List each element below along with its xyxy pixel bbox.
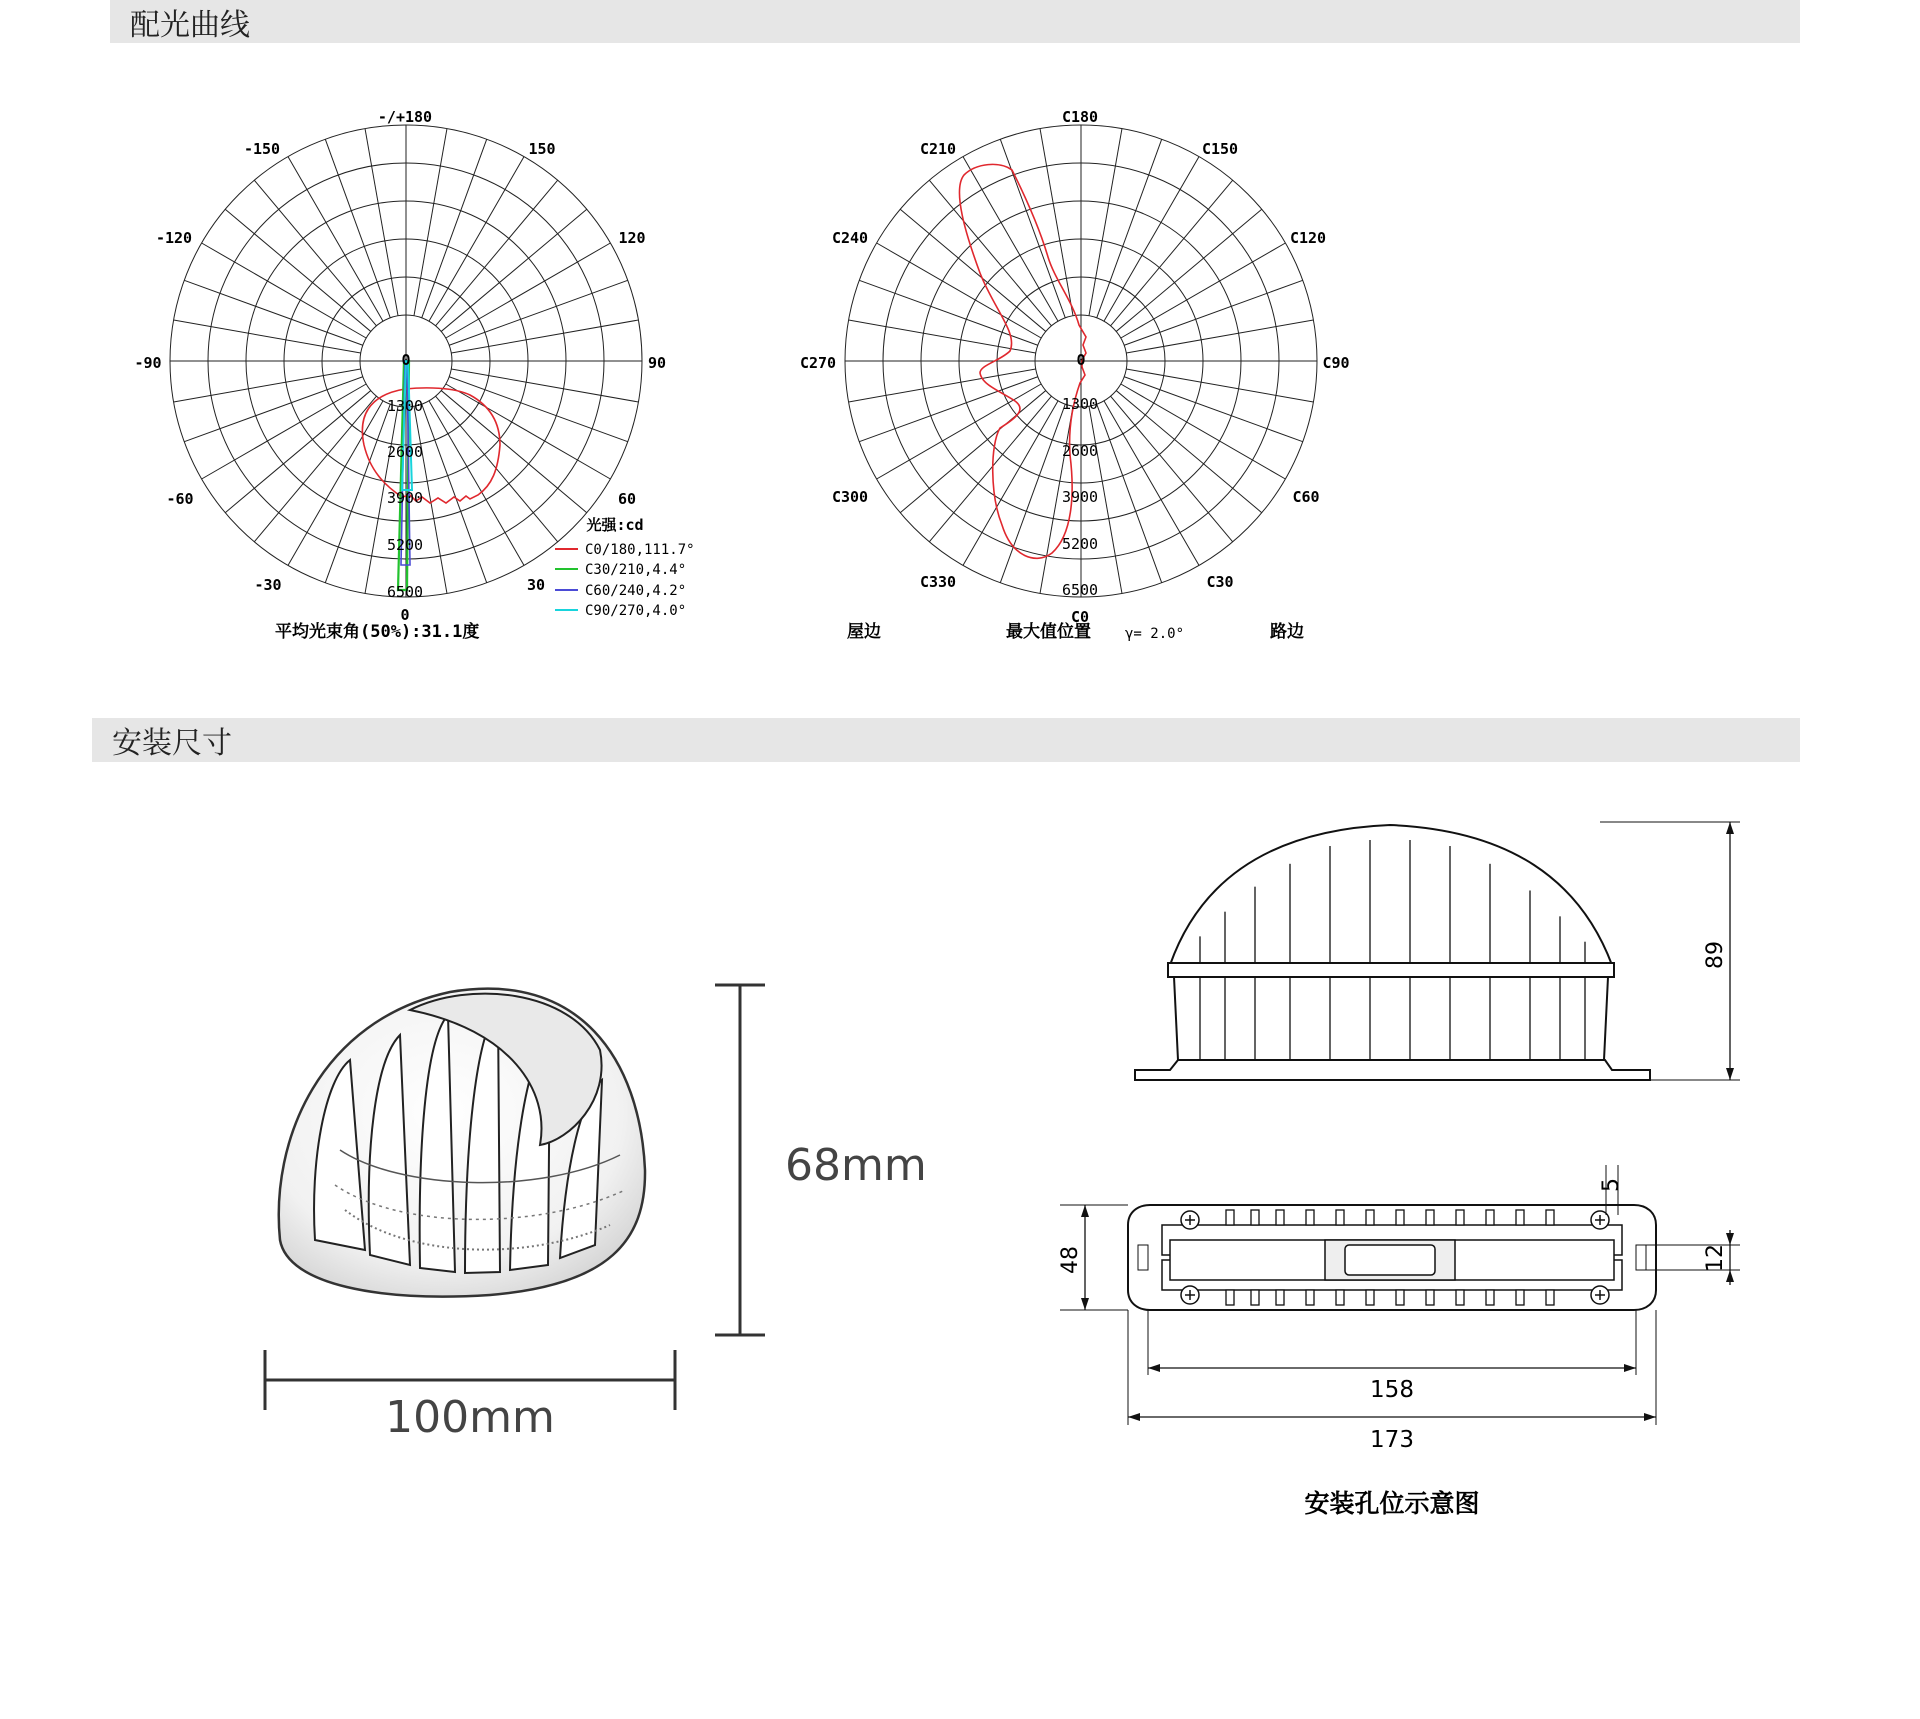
grid-spoke <box>325 404 390 583</box>
grid-spoke <box>1116 209 1262 331</box>
angle-label-30: 30 <box>526 576 546 594</box>
fin-rect <box>1226 1290 1234 1305</box>
grid-spoke <box>184 377 363 442</box>
legend-label-c30: C30/210,4.4° <box>585 562 687 578</box>
fin-rect <box>1426 1210 1434 1225</box>
angle-label-bottom: 0 <box>400 606 410 624</box>
grid-spoke <box>1111 396 1233 542</box>
height-dimension-label: 68mm <box>785 1140 927 1191</box>
footer-house-side: 屋边 <box>847 622 881 642</box>
fin-rect <box>1546 1210 1554 1225</box>
fin-rect <box>1546 1290 1554 1305</box>
ring-label-1: 1300 <box>1061 395 1099 413</box>
angle-label-c180: C180 <box>1061 108 1099 126</box>
angle-label-c30: C30 <box>1206 573 1234 591</box>
grid-spoke <box>184 280 363 345</box>
installation-drawing <box>1040 800 1800 1540</box>
ring-label-4: 5200 <box>1061 535 1099 553</box>
outer-width-dimension-173: 173 <box>1370 1427 1414 1453</box>
fin-rect <box>1276 1290 1284 1305</box>
grid-spoke <box>254 180 376 326</box>
angle-label-c210: C210 <box>919 140 957 158</box>
top-view <box>1058 1165 1740 1453</box>
grid-spoke <box>1116 391 1262 513</box>
angle-label-c60: C60 <box>1292 488 1320 506</box>
grid-spoke <box>449 377 628 442</box>
grid-spoke <box>174 320 361 353</box>
grid-spoke <box>1111 180 1233 326</box>
center-label: 0 <box>1076 351 1086 369</box>
ring-label-2: 2600 <box>386 443 424 461</box>
angle-label-c300: C300 <box>831 488 869 506</box>
width-dimension-label: 100mm <box>385 1392 555 1443</box>
angle-label-neg90: -90 <box>134 354 162 372</box>
fin-rect <box>1456 1290 1464 1305</box>
angle-label-150: 150 <box>528 140 556 158</box>
angle-label-neg30: -30 <box>254 576 282 594</box>
grid-spoke <box>174 369 361 402</box>
legend-label-c0: C0/180,111.7° <box>585 542 695 558</box>
fin-rect <box>1251 1210 1259 1225</box>
fin-rect <box>1366 1210 1374 1225</box>
fin-rect <box>1486 1210 1494 1225</box>
angle-label-60: 60 <box>617 490 637 508</box>
angle-label-c240: C240 <box>831 229 869 247</box>
angle-label-top: -/+180 <box>377 108 433 126</box>
legend-label-c60: C60/240,4.2° <box>585 583 687 599</box>
grid-spoke <box>451 369 638 402</box>
angle-label-c330: C330 <box>919 573 957 591</box>
grid-spoke <box>365 129 398 316</box>
fin-rect <box>1306 1210 1314 1225</box>
grid-spoke <box>1126 369 1313 402</box>
grid-spoke <box>441 391 587 513</box>
fin-rect <box>1486 1290 1494 1305</box>
grid-spoke <box>1089 129 1122 316</box>
grid-spoke <box>859 377 1038 442</box>
ring-label-1: 1300 <box>386 397 424 415</box>
angle-label-c0: C0 <box>1070 608 1090 626</box>
angle-label-neg150: -150 <box>243 140 281 158</box>
grid-spoke <box>436 180 558 326</box>
angle-label-c150: C150 <box>1201 140 1239 158</box>
grid-spoke <box>929 396 1051 542</box>
fin-rect <box>1366 1290 1374 1305</box>
angle-label-c120: C120 <box>1289 229 1327 247</box>
grid-spoke <box>325 139 390 318</box>
footer-max-position: 最大值位置 <box>1006 622 1091 642</box>
fin-rect <box>1336 1210 1344 1225</box>
side-view <box>1135 822 1740 1080</box>
ring-label-5: 6500 <box>1061 581 1099 599</box>
fin-rect <box>1396 1290 1404 1305</box>
grid-spoke <box>225 209 371 331</box>
grid-spoke <box>1040 129 1073 316</box>
grid-spoke <box>449 280 628 345</box>
grid-spoke <box>422 404 487 583</box>
ring-label-4: 5200 <box>386 536 424 554</box>
polar-diagram-right <box>790 95 1380 655</box>
grid-spoke <box>225 391 371 513</box>
ring-label-5: 6500 <box>386 583 424 601</box>
grid-spoke <box>1124 377 1303 442</box>
ring-label-2: 2600 <box>1061 442 1099 460</box>
height-dimension-89: 89 <box>1703 941 1728 969</box>
legend-title: 光强:cd <box>586 516 644 534</box>
footer-road-side: 路边 <box>1270 622 1304 642</box>
fin-rect <box>1396 1210 1404 1225</box>
beam-angle-footer: 平均光束角(50%):31.1度 <box>275 622 480 642</box>
angle-label-neg60: -60 <box>166 490 194 508</box>
angle-label-c270: C270 <box>799 354 837 372</box>
fin-rect <box>1516 1210 1524 1225</box>
fin-rect <box>1276 1210 1284 1225</box>
section-title: 配光曲线 <box>130 7 250 43</box>
fin-rect <box>1456 1210 1464 1225</box>
inner-width-dimension-158: 158 <box>1370 1377 1414 1403</box>
angle-label-120: 120 <box>618 229 646 247</box>
depth-dimension-48: 48 <box>1058 1246 1083 1274</box>
fin-rect <box>1306 1290 1314 1305</box>
hole-dimension-12: 12 <box>1703 1244 1728 1272</box>
lamp-dome-image <box>279 989 645 1297</box>
fin-rect <box>1336 1290 1344 1305</box>
angle-label-c90: C90 <box>1322 354 1350 372</box>
grid-spoke <box>451 320 638 353</box>
grid-spoke <box>900 209 1046 331</box>
grid-spoke <box>1126 320 1313 353</box>
grid-spoke <box>849 320 1036 353</box>
fin-rect <box>1226 1210 1234 1225</box>
grid-spoke <box>441 209 587 331</box>
section-title: 安装尺寸 <box>112 726 232 761</box>
section-header-install-dimensions <box>92 718 1800 762</box>
fin-rect <box>1516 1290 1524 1305</box>
grid-spoke <box>254 396 376 542</box>
polar-diagram-left <box>120 95 740 655</box>
grid-spoke <box>414 129 447 316</box>
grid-spoke <box>1097 404 1162 583</box>
fin-rect <box>1251 1290 1259 1305</box>
drawing-caption: 安装孔位示意图 <box>1304 1489 1480 1518</box>
intensity-curves <box>362 360 500 590</box>
ring-label-3: 3900 <box>386 489 424 507</box>
legend-label-c90: C90/270,4.0° <box>585 603 687 619</box>
grid-spoke <box>1000 139 1065 318</box>
angle-label-90: 90 <box>647 354 667 372</box>
grid-spoke <box>1097 139 1162 318</box>
grid-spoke <box>1000 404 1065 583</box>
angle-label-neg120: -120 <box>155 229 193 247</box>
product-sketch <box>250 940 950 1460</box>
center-label: 0 <box>401 351 411 369</box>
small-dimension-5: 5 <box>1599 1178 1624 1192</box>
ring-label-3: 3900 <box>1061 488 1099 506</box>
grid-spoke <box>900 391 1046 513</box>
footer-gamma: γ= 2.0° <box>1125 626 1185 642</box>
grid-spoke <box>422 139 487 318</box>
grid-spoke <box>1124 280 1303 345</box>
section-header-light-distribution <box>110 0 1800 43</box>
grid-spoke <box>929 180 1051 326</box>
fin-rect <box>1426 1290 1434 1305</box>
